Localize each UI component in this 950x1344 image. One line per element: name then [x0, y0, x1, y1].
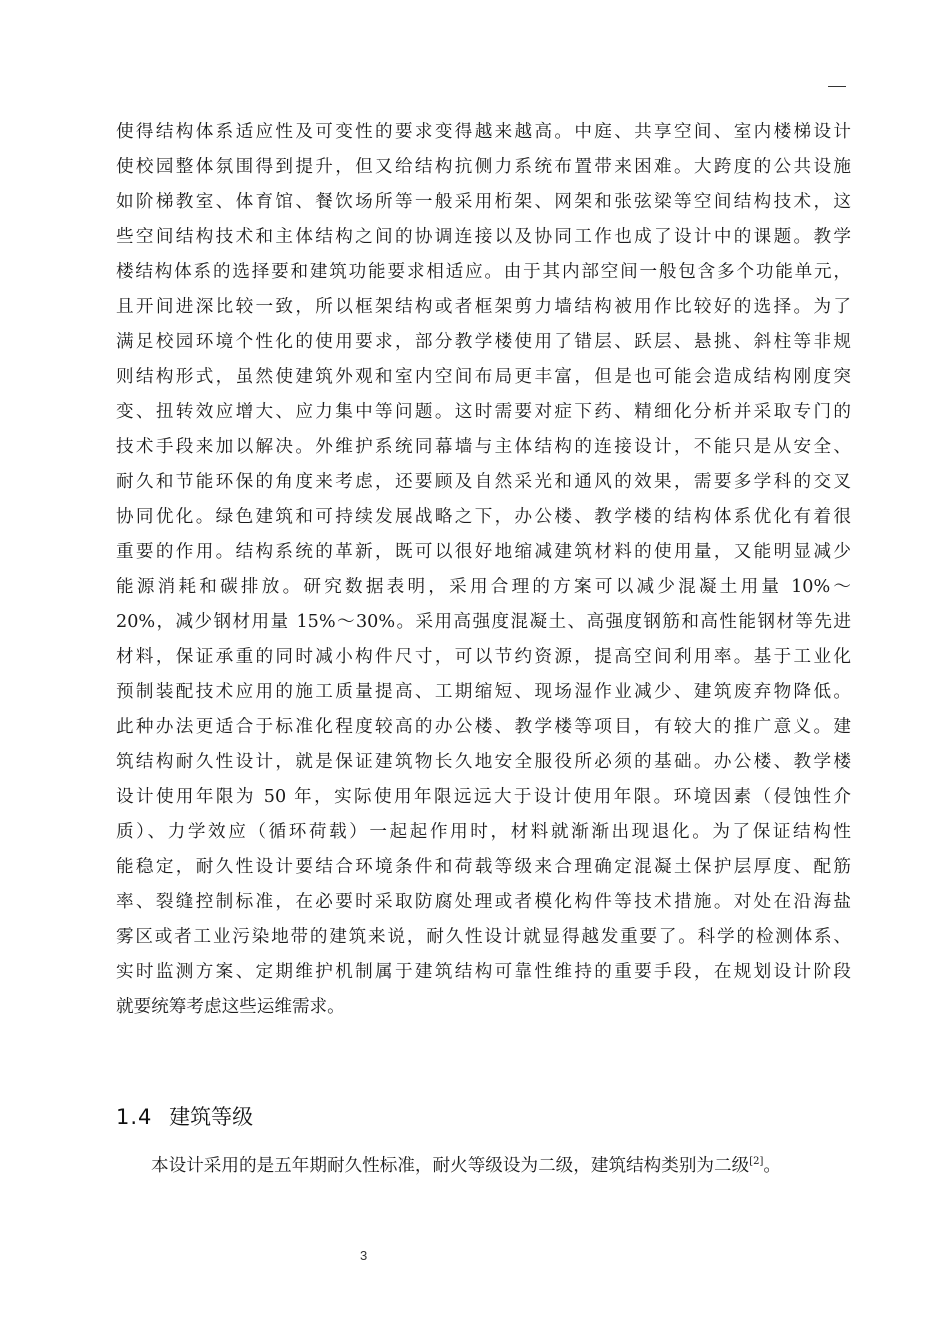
body-line: 使得结构体系适应性及可变性的要求变得越来越高。中庭、共享空间、室内楼梯设计: [116, 122, 851, 142]
citation-reference[interactable]: [2]: [749, 1156, 764, 1168]
body-line: 耐久和节能环保的角度来考虑，还要顾及自然采光和通风的效果，需要多学科的交叉: [116, 472, 851, 492]
body-line: 雾区或者工业污染地带的建筑来说，耐久性设计就显得越发重要了。科学的检测体系、: [116, 927, 851, 947]
body-line: 楼结构体系的选择要和建筑功能要求相适应。由于其内部空间一般包含多个功能单元，: [116, 262, 851, 282]
body-line: 如阶梯教室、体育馆、餐饮场所等一般采用桁架、网架和张弦梁等空间结构技术，这: [116, 192, 851, 212]
body-line: 些空间结构技术和主体结构之间的协调连接以及协同工作也成了设计中的课题。教学: [116, 227, 851, 247]
section-title: 建筑等级: [169, 1105, 254, 1129]
body-line: 重要的作用。结构系统的革新，既可以很好地缩减建筑材料的使用量，又能明显减少: [116, 542, 851, 562]
body-line: 就要统筹考虑这些运维需求。: [116, 997, 345, 1017]
section-paragraph: [151, 1151, 781, 1181]
body-line: 且开间进深比较一致，所以框架结构或者框架剪力墙结构被用作比较好的选择。为了: [116, 297, 851, 317]
body-paragraph: [116, 115, 851, 1025]
section-heading: [116, 1101, 253, 1133]
body-line: 技术手段来加以解决。外维护系统同幕墙与主体结构的连接设计，不能只是从安全、: [116, 437, 851, 457]
body-line: 能稳定，耐久性设计要结合环境条件和荷载等级来合理确定混凝土保护层厚度、配筋: [116, 857, 851, 877]
body-line: 满足校园环境个性化的使用要求，部分教学楼使用了错层、跃层、悬挑、斜柱等非规: [116, 332, 851, 352]
body-line: 能源消耗和碳排放。研究数据表明，采用合理的方案可以减少混凝土用量 10%～: [116, 577, 851, 597]
body-line: 预制装配技术应用的施工质量提高、工期缩短、现场湿作业减少、建筑废弃物降低。: [116, 682, 851, 702]
body-line: 20%，减少钢材用量 15%～30%。采用高强度混凝土、高强度钢筋和高性能钢材等先进: [116, 612, 851, 632]
body-line: 设计使用年限为 50 年，实际使用年限远远大于设计使用年限。环境因素（侵蚀性介: [116, 787, 851, 807]
body-line: 质）、力学效应（循环荷载）一起起作用时，材料就渐渐出现退化。为了保证结构性: [116, 822, 851, 842]
page-number: 3: [360, 1248, 368, 1263]
body-line: 变、扭转效应增大、应力集中等问题。这时需要对症下药、精细化分析并采取专门的: [116, 402, 851, 422]
body-line: 此种办法更适合于标准化程度较高的办公楼、教学楼等项目，有较大的推广意义。建: [116, 717, 851, 737]
body-line: 材料，保证承重的同时减小构件尺寸，可以节约资源，提高空间利用率。基于工业化: [116, 647, 851, 667]
body-line: 使校园整体氛围得到提升，但又给结构抗侧力系统布置带来困难。大跨度的公共设施: [116, 157, 851, 177]
body-line: 实时监测方案、定期维护机制属于建筑结构可靠性维持的重要手段，在规划设计阶段: [116, 962, 851, 982]
body-line: 则结构形式，虽然使建筑外观和室内空间布局更丰富，但是也可能会造成结构刚度突: [116, 367, 851, 387]
section-paragraph-text: 本设计采用的是五年期耐久性标准，耐火等级设为二级，建筑结构类别为二级: [151, 1156, 750, 1176]
section-paragraph-end: 。: [763, 1156, 781, 1176]
body-line: 协同优化。绿色建筑和可持续发展战略之下，办公楼、教学楼的结构体系优化有着很: [116, 507, 851, 527]
body-line: 筑结构耐久性设计，就是保证建筑物长久地安全服役所必须的基础。办公楼、教学楼: [116, 752, 851, 772]
body-line: 率、裂缝控制标准，在必要时采取防腐处理或者模化构件等技术措施。对处在沿海盐: [116, 892, 851, 912]
header-rule: [828, 86, 846, 87]
section-number: 1.4: [116, 1105, 153, 1129]
